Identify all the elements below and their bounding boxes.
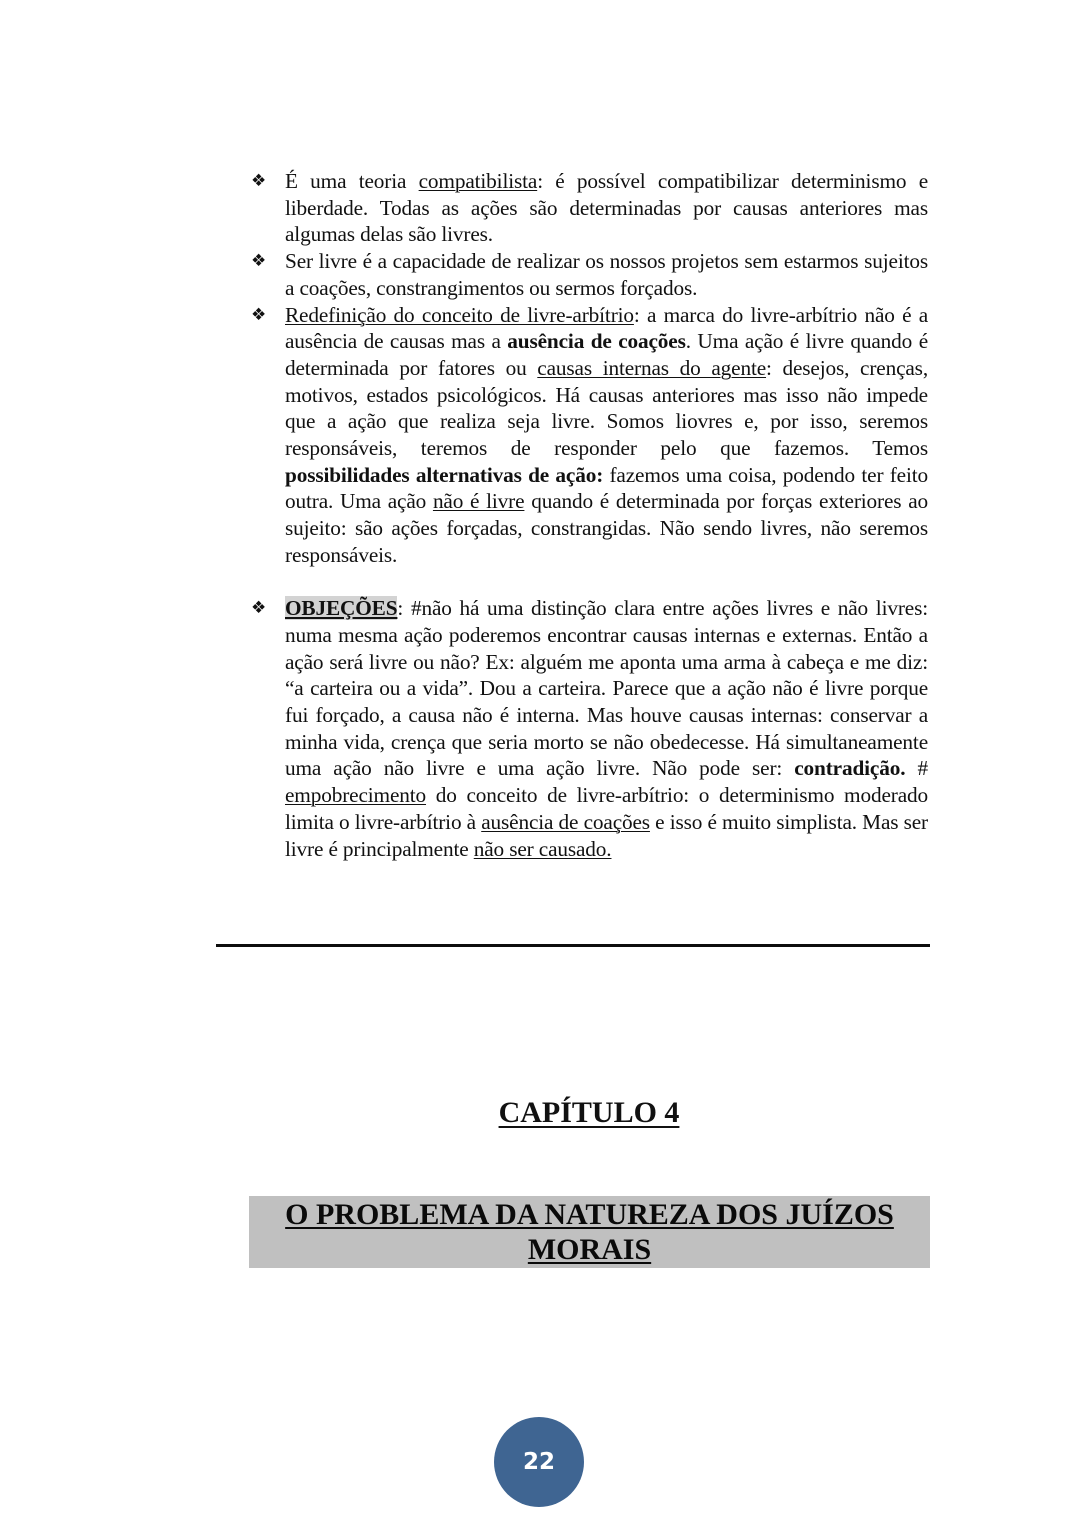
section-divider bbox=[216, 944, 930, 947]
underline-text-run: causas internas do agente bbox=[537, 355, 767, 380]
chapter-heading-text: CAPÍTULO 4 bbox=[498, 1096, 680, 1129]
bold-text-run: possibilidades alternativas de ação: bbox=[285, 462, 604, 487]
text-run: : a marca do livre-arbítrio não é a ausência de causas mas a bbox=[285, 302, 928, 354]
text-run: : #não há uma distinção clara entre ações livres e não livres: numa mesma ação poderemos encontrar causas internas e externas. Então a ação será livre ou não? Ex: alguém me aponta uma arma à cabeça e me diz: “a carteira ou a vida”. Dou a carteira. Parece que a ação não é livre porque fui forçado, a causa não é interna. Mas houve causas internas: conservar a minha vida, crença que seria morto se não obedecesse. Há simultaneamente uma ação não livre e uma ação livre. Não pode ser: bbox=[285, 596, 928, 781]
underline-text-run: empobrecimento bbox=[285, 783, 427, 808]
bullet-item-being-free bbox=[248, 248, 928, 301]
text-run: É uma teoria bbox=[285, 169, 419, 193]
bullet-item-redefinition bbox=[248, 302, 928, 569]
bullet-text bbox=[285, 596, 928, 860]
text-run: : é possível compatibilizar determinismo e liberdade. Todas as ações são determinadas por causas anteriores mas algumas delas são livres. bbox=[285, 169, 928, 247]
chapter-heading bbox=[0, 1094, 1080, 1132]
text-run: . Uma ação é livre quando é determinada por fatores ou bbox=[285, 329, 928, 380]
underline-text-run: não é livre bbox=[432, 489, 525, 514]
text-run: do conceito de livre-arbítrio: o determinismo moderado limita o livre-arbítrio à bbox=[285, 783, 928, 834]
text-run: # bbox=[905, 756, 928, 781]
four-diamond-bullet-icon: ❖ bbox=[251, 598, 267, 619]
text-run: quando é determinada por forças exteriores ao sujeito: são ações forçadas, constrangidas. Não sendo livres, não seremos responsáveis. bbox=[285, 489, 929, 567]
text-run: fazemos uma coisa, podendo ter feito outra. Uma ação bbox=[285, 462, 928, 514]
underline-text-run: compatibilista bbox=[418, 169, 538, 193]
underline-text-run: não ser causado. bbox=[473, 836, 612, 861]
text-run: e isso é muito simplista. Mas ser livre é principalmente bbox=[285, 809, 929, 861]
text-run: Ser livre é a capacidade de realizar os nossos projetos sem estarmos sujeitos a coações, constrangimentos ou sermos forçados. bbox=[285, 249, 928, 300]
bold-text-run: ausência de coações bbox=[507, 329, 686, 354]
section-title-box bbox=[249, 1196, 930, 1268]
text-run: : desejos, crenças, motivos, estados psicológicos. Há causas anteriores mas isso não impede que a ação que realiza seja livre. Somos liovres e, por isso, seremos responsáveis, teremos de responder pelo que fazemos. Temos bbox=[285, 355, 928, 461]
highlight-text-run: OBJEÇÕES bbox=[285, 596, 398, 621]
page-number-badge: 22 bbox=[494, 1417, 584, 1507]
bullet-list bbox=[248, 168, 928, 862]
bullet-text bbox=[285, 249, 928, 300]
bullet-text bbox=[285, 303, 928, 567]
underline-text-run: Redefinição do conceito de livre-arbítrio bbox=[285, 302, 634, 327]
bullet-text bbox=[285, 169, 928, 246]
bullet-item-compatibilist-theory bbox=[248, 168, 928, 248]
four-diamond-bullet-icon: ❖ bbox=[251, 171, 267, 191]
four-diamond-bullet-icon: ❖ bbox=[251, 251, 267, 272]
four-diamond-bullet-icon: ❖ bbox=[251, 304, 267, 325]
bold-text-run: contradição. bbox=[794, 756, 906, 781]
section-title-text: O PROBLEMA DA NATUREZA DOS JUÍZOS MORAIS bbox=[285, 1198, 894, 1266]
bullet-item-objections bbox=[248, 595, 928, 862]
underline-text-run: ausência de coações bbox=[481, 809, 650, 834]
